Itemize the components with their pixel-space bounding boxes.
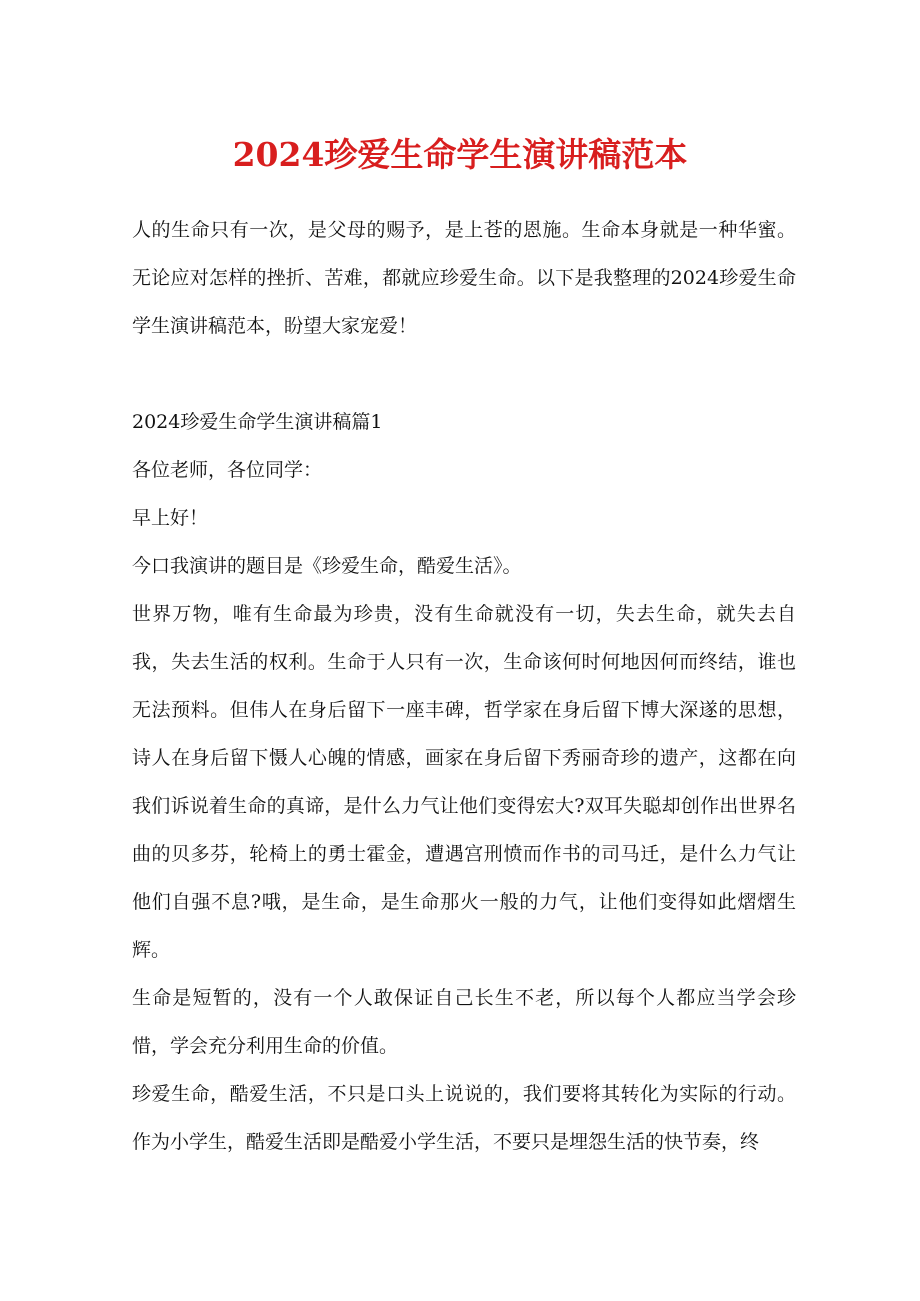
- body-paragraph: 珍爱生命，酷爱生活，不只是口头上说说的，我们要将其转化为实际的行动。作为小学生，酷爱生活即是酷爱小学生活，不要只是埋怨生活的快节奏，终: [132, 1083, 796, 1153]
- greeting: 早上好！: [132, 507, 209, 529]
- document-title: 2024珍爱生命学生演讲稿范本: [232, 135, 688, 174]
- salutation: 各位老师，各位同学：: [132, 459, 323, 481]
- body-paragraph: 今口我演讲的题目是《珍爱生命，酷爱生活》。: [132, 555, 522, 577]
- body-paragraph: 生命是短暂的，没有一个人敢保证自己长生不老，所以每个人都应当学会珍惜，学会充分利用生命的价值。: [132, 987, 796, 1057]
- body-paragraph: 世界万物，唯有生命最为珍贵，没有生命就没有一切，失去生命，就失去自我，失去生活的权利。生命于人只有一次，生命该何时何地因何而终结，谁也无法预料。但伟人在身后留下一座丰碑，哲学家在身后留下博大深遂的思想，诗人在身后留下慑人心魄的情感，画家在身后留下秀丽奇珍的遗产，这都在向我们诉说着生命的真谛，是什么力气让他们变得宏大?双耳失聪却创作出世界名曲的贝多芬，轮椅上的勇士霍金，遭遇宫刑愤而作书的司马迁，是什么力气让他们自强不息?哦，是生命，是生命那火一般的力气，让他们变得如此熠熠生辉。: [132, 603, 796, 961]
- intro-paragraph: 人的生命只有一次，是父母的赐予，是上苍的恩施。生命本身就是一种华蜜。无论应对怎样的挫折、苦难，都就应珍爱生命。以下是我整理的2024珍爱生命学生演讲稿范本，盼望大家宠爱！: [132, 219, 796, 337]
- document-body: [132, 206, 796, 1166]
- section-heading: 2024珍爱生命学生演讲稿篇1: [132, 411, 383, 433]
